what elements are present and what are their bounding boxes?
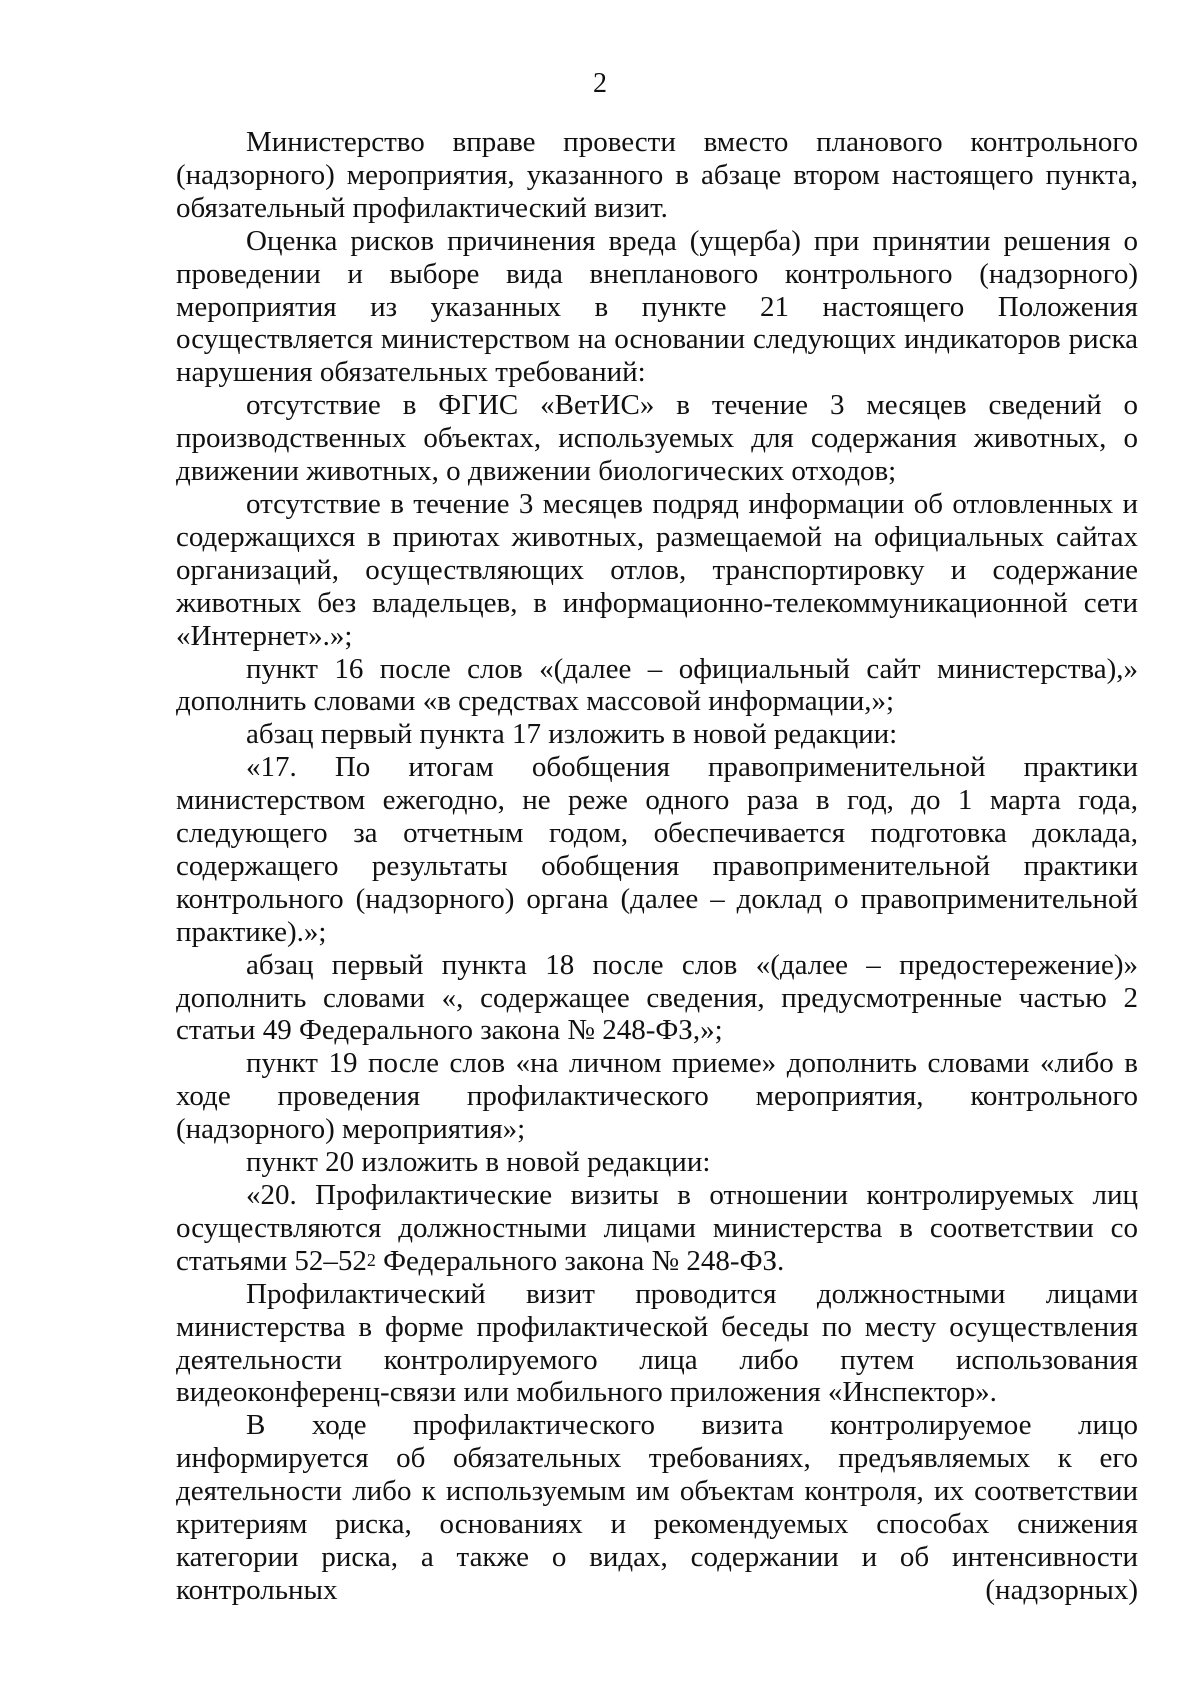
paragraph: абзац первый пункта 17 изложить в новой редакции:	[246, 718, 898, 751]
page-number: 2	[593, 68, 607, 99]
paragraph: «17. По итогам обобщения правоприменительной практики министерством ежегодно, не реже одного раза в год, до 1 марта года, следующего за отчетным годом, обеспечивается подготовка доклада, содержащего результаты обобщения правоприменительной практики контрольного (надзорного) органа (далее – доклад о правоприменительной практике).»;	[176, 751, 1138, 948]
paragraph	[176, 1179, 1138, 1278]
paragraph: отсутствие в течение 3 месяцев подряд информации об отловленных и содержащихся в приютах животных, размещаемой на официальных сайтах организаций, осуществляющих отлов, транспортировку и содержание животных без владельцев, в информационно-телекоммуникационной сети «Интернет».»;	[176, 487, 1138, 652]
paragraph: В ходе профилактического визита контролируемое лицо информируется об обязательных требованиях, предъявляемых к его деятельности либо к используемым им объектам контроля, их соответствии критериям риска, основаниях и рекомендуемых способах снижения категории риска, а также о видах, содержании и об интенсивности контрольных (надзорных)	[176, 1409, 1138, 1606]
document-body	[176, 126, 1138, 1607]
paragraph: пункт 20 изложить в новой редакции:	[246, 1146, 711, 1179]
paragraph: пункт 19 после слов «на личном приеме» дополнить словами «либо в ходе проведения профилактического мероприятия, контрольного (надзорного) мероприятия»;	[176, 1047, 1138, 1146]
paragraph: отсутствие в ФГИС «ВетИС» в течение 3 месяцев сведений о производственных объектах, используемых для содержания животных, о движении животных, о движении биологических отходов;	[176, 389, 1138, 488]
paragraph: пункт 16 после слов «(далее – официальный сайт министерства),» дополнить словами «в средствах массовой информации,»;	[176, 652, 1138, 718]
paragraph: Профилактический визит проводится должностными лицами министерства в форме профилактической беседы по месту осуществления деятельности контролируемого лица либо путем использования видеоконференц-связи или мобильного приложения «Инспектор».	[176, 1277, 1138, 1409]
paragraph: Министерство вправе провести вместо планового контрольного (надзорного) мероприятия, указанного в абзаце втором настоящего пункта, обязательный профилактический визит.	[176, 126, 1138, 224]
paragraph: абзац первый пункта 18 после слов «(далее – предостережение)» дополнить словами «, содержащее сведения, предусмотренные частью 2 статьи 49 Федерального закона № 248-ФЗ,»;	[176, 948, 1138, 1047]
paragraph-text: «20. Профилактические визиты в отношении контролируемых лиц осуществляются должностными лицами министерства в соответствии со статьями 52–52	[176, 1179, 1138, 1277]
superscript: 2	[366, 1250, 376, 1271]
paragraph: Оценка рисков причинения вреда (ущерба) при принятии решения о проведении и выборе вида внепланового контрольного (надзорного) мероприятия из указанных в пункте 21 настоящего Положения осуществляется министерством на основании следующих индикаторов риска нарушения обязательных требований:	[176, 224, 1138, 389]
paragraph-text: Федерального закона № 248-ФЗ.	[375, 1244, 785, 1277]
